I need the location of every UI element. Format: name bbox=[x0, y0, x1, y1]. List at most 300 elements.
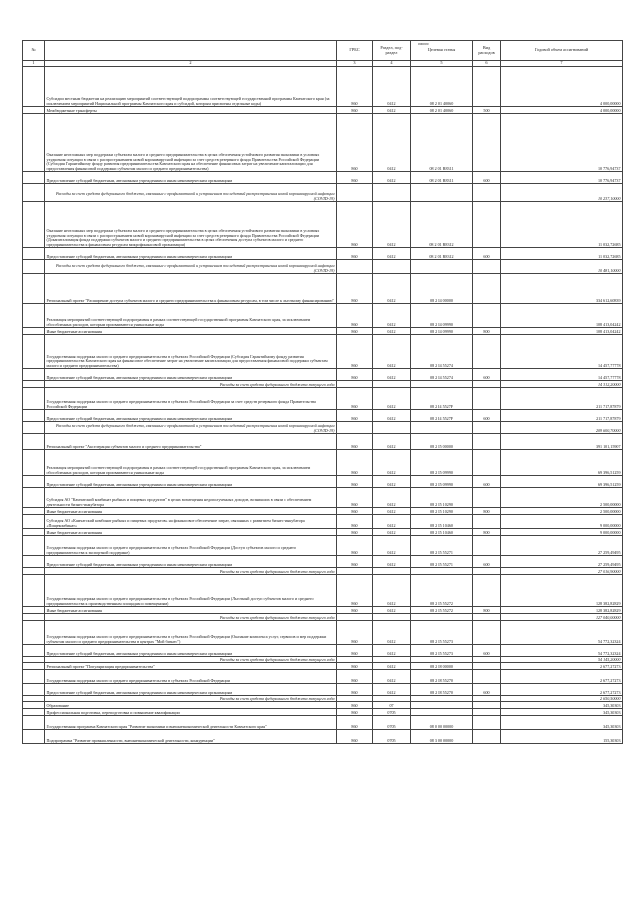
row-vid-cell: 600 bbox=[473, 645, 501, 657]
row-sum-cell: 155,30303 bbox=[501, 730, 623, 744]
table-subtotal-row bbox=[23, 614, 623, 621]
table-row bbox=[23, 328, 623, 335]
row-csr-cell: 08 2 I5 55271 bbox=[411, 536, 473, 556]
row-csr-cell bbox=[411, 184, 473, 202]
row-sum-cell: 345,30303 bbox=[501, 702, 623, 709]
row-razdel-cell: 0412 bbox=[373, 172, 411, 184]
row-num-cell bbox=[23, 716, 45, 730]
row-name-cell: Региональный проект "Расширение доступа субъектов малого и среднего предпринимательства к финансовым ресурсам, в том числе к льготному финансированию" bbox=[45, 274, 337, 304]
row-vid-cell: 600 bbox=[473, 369, 501, 381]
row-sum-cell: 27 016,90000 bbox=[501, 568, 623, 575]
row-name-cell: Иные бюджетные ассигнования bbox=[45, 529, 337, 536]
table-row bbox=[23, 434, 623, 450]
row-name-cell: Иные бюджетные ассигнования bbox=[45, 607, 337, 614]
row-sum-cell: 345,30303 bbox=[501, 716, 623, 730]
row-name-cell: Реализация мероприятий соответствующей подпрограммы в рамках соответствующей государственной программы Камчатского края, за исключением обособленных расходов, которым присваиваются уникальные коды bbox=[45, 304, 337, 328]
row-num-cell bbox=[23, 248, 45, 260]
row-num-cell bbox=[23, 556, 45, 568]
row-name-cell: Предоставление субсидий бюджетным, автономным учреждениям и иным некоммерческим организациям bbox=[45, 369, 337, 381]
row-name-cell: Оказание неотложных мер поддержки субъектам малого и среднего предпринимательства в целях обеспечения устойчивого развития экономики в условиях ухудшения ситуации в связи с распространением новой коронавирусной инфекции за счет средств резервного фонда Правительства Российской Федерации (Субсидия Гарантийному фонду развития предпринимательства Камчатского края на обеспечение финансовых затрат на увеличение капитализации для предоставления финансовой поддержки субъектам малого и среднего предпринимательства) bbox=[45, 114, 337, 172]
row-num-cell bbox=[23, 67, 45, 107]
row-name-cell: Расходы за счет средств федерального бюджета текущего года bbox=[45, 696, 337, 702]
row-num-cell bbox=[23, 260, 45, 274]
budget-table-sheet bbox=[22, 40, 622, 744]
row-vid-cell bbox=[473, 450, 501, 476]
row-name-cell: Субсидии местным бюджетам на реализацию мероприятий соответствующей подпрограммы соответствующей государственной программы Камчатского края (за исключением мероприятий Национальной программы Камчатского края и субсидий, которым присвоены отдельные коды) bbox=[45, 67, 337, 107]
row-num-cell bbox=[23, 508, 45, 515]
row-sum-cell: 4 000,00000 bbox=[501, 107, 623, 114]
col-number-6: 6 bbox=[473, 61, 501, 67]
row-num-cell bbox=[23, 529, 45, 536]
table-subtotal-row bbox=[23, 422, 623, 434]
row-sum-cell: 14 457,77778 bbox=[501, 369, 623, 381]
row-vid-cell: 600 bbox=[473, 476, 501, 488]
row-sum-cell: 27 259,49495 bbox=[501, 536, 623, 556]
table-subtotal-row bbox=[23, 381, 623, 388]
row-csr-cell: 08 2 I8 55270 bbox=[411, 684, 473, 696]
column-group-stamp: 000000 bbox=[418, 42, 429, 46]
row-grbs-cell: 860 bbox=[337, 621, 373, 645]
row-csr-cell bbox=[411, 702, 473, 709]
table-row bbox=[23, 716, 623, 730]
row-name-cell: Региональный проект "Акселерация субъектов малого и среднего предпринимательства" bbox=[45, 434, 337, 450]
row-vid-cell bbox=[473, 434, 501, 450]
row-num-cell bbox=[23, 410, 45, 422]
row-sum-cell: 11 032,72685 bbox=[501, 248, 623, 260]
row-razdel-cell: 0412 bbox=[373, 410, 411, 422]
row-name-cell: Предоставление субсидий бюджетным, автономным учреждениям и иным некоммерческим организациям bbox=[45, 476, 337, 488]
row-grbs-cell: 860 bbox=[337, 670, 373, 684]
row-name-cell: Предоставление субсидий бюджетным, автономным учреждениям и иным некоммерческим организациям bbox=[45, 248, 337, 260]
row-razdel-cell: 0705 bbox=[373, 730, 411, 744]
row-name-cell: Государственная поддержка малого и среднего предпринимательства в субъектах Российской Федерации (Доступ субъектов малого и среднего предпринимательства к экспортной поддержке) bbox=[45, 536, 337, 556]
header-grbs: ГРБС bbox=[337, 41, 373, 61]
row-csr-cell bbox=[411, 709, 473, 716]
row-vid-cell: 500 bbox=[473, 107, 501, 114]
row-csr-cell: 08 2 I5 10290 bbox=[411, 488, 473, 508]
table-row bbox=[23, 709, 623, 716]
col-number-3: 3 bbox=[337, 61, 373, 67]
row-name-cell: Расходы за счет средств федерального бюджета, связанные с профилактикой и устранением последствий распространения новой коронавирусной инфекции (COVID-19) bbox=[45, 422, 337, 434]
row-vid-cell bbox=[473, 614, 501, 621]
row-vid-cell: 600 bbox=[473, 248, 501, 260]
row-csr-cell: 08 2 I5 55273 bbox=[411, 621, 473, 645]
row-vid-cell bbox=[473, 621, 501, 645]
row-name-cell: Государственная поддержка малого и среднего предпринимательства в субъектах Российской Федерации за счет средств резервного фонда Правительства Российской Федерации bbox=[45, 388, 337, 410]
table-row bbox=[23, 529, 623, 536]
table-row bbox=[23, 274, 623, 304]
row-csr-cell: 08 2 I5 55273 bbox=[411, 645, 473, 657]
row-num-cell bbox=[23, 621, 45, 645]
row-razdel-cell: 0412 bbox=[373, 450, 411, 476]
table-subtotal-row bbox=[23, 260, 623, 274]
row-vid-cell bbox=[473, 730, 501, 744]
row-grbs-cell: 860 bbox=[337, 645, 373, 657]
table-row bbox=[23, 575, 623, 607]
row-csr-cell: 08 2 01 R8312 bbox=[411, 202, 473, 248]
row-num-cell bbox=[23, 515, 45, 529]
row-csr-cell bbox=[411, 422, 473, 434]
row-sum-cell: 10 481,10000 bbox=[501, 260, 623, 274]
row-grbs-cell: 860 bbox=[337, 730, 373, 744]
row-razdel-cell: 0412 bbox=[373, 607, 411, 614]
row-sum-cell: 2 677,27273 bbox=[501, 670, 623, 684]
row-sum-cell: 211 717,87879 bbox=[501, 410, 623, 422]
row-sum-cell: 54 772,32324 bbox=[501, 621, 623, 645]
row-sum-cell: 2 677,27273 bbox=[501, 684, 623, 696]
row-num-cell bbox=[23, 702, 45, 709]
row-sum-cell: 391 101,15907 bbox=[501, 434, 623, 450]
row-name-cell: Профессиональная подготовка, переподготовка и повышение квалификации bbox=[45, 709, 337, 716]
row-name-cell: Государственная поддержка малого и среднего предпринимательства в субъектах Российской Федерации (Льготный доступ субъектов малого и среднего предпринимательства к производственным площадям и помещениям) bbox=[45, 575, 337, 607]
row-sum-cell: 108 413,04242 bbox=[501, 304, 623, 328]
row-grbs-cell: 860 bbox=[337, 202, 373, 248]
row-grbs-cell: 860 bbox=[337, 488, 373, 508]
row-razdel-cell: 0412 bbox=[373, 663, 411, 670]
col-number-2: 2 bbox=[45, 61, 337, 67]
header-sum: Годовой объем ассигнований bbox=[501, 41, 623, 61]
row-grbs-cell bbox=[337, 614, 373, 621]
row-razdel-cell bbox=[373, 184, 411, 202]
budget-table bbox=[22, 40, 623, 744]
row-csr-cell: 08 2 I5 10460 bbox=[411, 515, 473, 529]
row-grbs-cell bbox=[337, 260, 373, 274]
row-grbs-cell: 860 bbox=[337, 410, 373, 422]
row-sum-cell: 11 032,72685 bbox=[501, 202, 623, 248]
row-vid-cell bbox=[473, 702, 501, 709]
row-num-cell bbox=[23, 274, 45, 304]
header-razdel: Раздел, под-раздел bbox=[373, 41, 411, 61]
row-grbs-cell: 860 bbox=[337, 328, 373, 335]
row-grbs-cell: 860 bbox=[337, 515, 373, 529]
row-sum-cell: 334 612,60839 bbox=[501, 274, 623, 304]
row-num-cell bbox=[23, 488, 45, 508]
row-vid-cell: 800 bbox=[473, 328, 501, 335]
row-num-cell bbox=[23, 184, 45, 202]
row-name-cell: Реализация мероприятий соответствующей подпрограммы в рамках соответствующей государственной программы Камчатского края, за исключением обособленных расходов, которым присваиваются уникальные коды bbox=[45, 450, 337, 476]
row-vid-cell bbox=[473, 202, 501, 248]
row-csr-cell: 08 3 00 00000 bbox=[411, 730, 473, 744]
row-num-cell bbox=[23, 607, 45, 614]
row-csr-cell bbox=[411, 381, 473, 388]
table-row bbox=[23, 172, 623, 184]
row-razdel-cell bbox=[373, 260, 411, 274]
row-sum-cell: 10 776,94737 bbox=[501, 114, 623, 172]
row-sum-cell: 27 259,49495 bbox=[501, 556, 623, 568]
row-sum-cell: 128 382,82829 bbox=[501, 607, 623, 614]
col-number-5: 5 bbox=[411, 61, 473, 67]
row-csr-cell bbox=[411, 568, 473, 575]
row-name-cell: Государственная поддержка малого и среднего предпринимательства в субъектах Российской Федерации bbox=[45, 670, 337, 684]
row-num-cell bbox=[23, 730, 45, 744]
row-csr-cell bbox=[411, 260, 473, 274]
row-razdel-cell: 0412 bbox=[373, 529, 411, 536]
row-sum-cell: 127 040,00000 bbox=[501, 614, 623, 621]
header-csr: Целевая статья bbox=[411, 41, 473, 61]
row-name-cell: Субсидия АО «Камчатский комбинат рыбных и пищевых продуктов» на финансовое обеспечение затрат, связанных с развитием бизнес-инкубатора «Пищекомбинат» bbox=[45, 515, 337, 529]
row-name-cell: Оказание неотложных мер поддержки субъектам малого и среднего предпринимательства в целях обеспечения устойчивого развития экономики в условиях ухудшения ситуации в связи с распространением новой коронавирусной инфекции за счет средств резервного фонда Правительства Российской Федерации (Докапитализация фонда поддержки субъектов малого и среднего предпринимательства в целях обеспечения доступа субъектов малого и среднего предпринимательства к финансовым ресурсам микрофинансовой организации) bbox=[45, 202, 337, 248]
row-sum-cell: 2 650,50000 bbox=[501, 696, 623, 702]
row-sum-cell: 14 457,77778 bbox=[501, 335, 623, 369]
row-sum-cell: 14 312,20000 bbox=[501, 381, 623, 388]
table-subtotal-row bbox=[23, 184, 623, 202]
row-vid-cell: 600 bbox=[473, 684, 501, 696]
row-csr-cell: 08 2 01 R8311 bbox=[411, 172, 473, 184]
row-vid-cell bbox=[473, 184, 501, 202]
row-grbs-cell: 860 bbox=[337, 536, 373, 556]
table-row bbox=[23, 621, 623, 645]
row-razdel-cell: 0412 bbox=[373, 508, 411, 515]
row-csr-cell: 08 2 I4 00000 bbox=[411, 274, 473, 304]
row-num-cell bbox=[23, 369, 45, 381]
row-grbs-cell: 860 bbox=[337, 716, 373, 730]
row-razdel-cell: 0412 bbox=[373, 335, 411, 369]
row-num-cell bbox=[23, 575, 45, 607]
row-sum-cell: 10 237,10000 bbox=[501, 184, 623, 202]
row-vid-cell: 800 bbox=[473, 508, 501, 515]
row-razdel-cell bbox=[373, 568, 411, 575]
row-razdel-cell bbox=[373, 422, 411, 434]
row-name-cell: Иные бюджетные ассигнования bbox=[45, 328, 337, 335]
row-sum-cell: 108 413,04242 bbox=[501, 328, 623, 335]
row-num-cell bbox=[23, 434, 45, 450]
table-row bbox=[23, 536, 623, 556]
table-row bbox=[23, 488, 623, 508]
row-name-cell: Предоставление субсидий бюджетным, автономным учреждениям и иным некоммерческим организациям bbox=[45, 410, 337, 422]
row-csr-cell: 08 2 I5 55272 bbox=[411, 607, 473, 614]
row-csr-cell: 08 2 01 R8312 bbox=[411, 248, 473, 260]
row-razdel-cell: 07 bbox=[373, 702, 411, 709]
row-sum-cell: 54 772,32324 bbox=[501, 645, 623, 657]
row-name-cell: Межбюджетные трансферты bbox=[45, 107, 337, 114]
row-name-cell: Образование bbox=[45, 702, 337, 709]
row-csr-cell bbox=[411, 614, 473, 621]
row-razdel-cell: 0412 bbox=[373, 434, 411, 450]
row-vid-cell bbox=[473, 335, 501, 369]
table-row bbox=[23, 388, 623, 410]
row-num-cell bbox=[23, 107, 45, 114]
row-name-cell: Предоставление субсидий бюджетным, автономным учреждениям и иным некоммерческим организациям bbox=[45, 645, 337, 657]
table-row bbox=[23, 304, 623, 328]
row-vid-cell: 800 bbox=[473, 529, 501, 536]
header-name bbox=[45, 41, 337, 61]
row-name-cell: Региональный проект "Популяризация предпринимательства" bbox=[45, 663, 337, 670]
table-row bbox=[23, 450, 623, 476]
row-razdel-cell: 0412 bbox=[373, 488, 411, 508]
row-razdel-cell: 0412 bbox=[373, 670, 411, 684]
row-vid-cell bbox=[473, 716, 501, 730]
row-grbs-cell: 860 bbox=[337, 335, 373, 369]
row-razdel-cell: 0412 bbox=[373, 536, 411, 556]
row-razdel-cell: 0705 bbox=[373, 716, 411, 730]
row-grbs-cell: 860 bbox=[337, 248, 373, 260]
row-name-cell: Предоставление субсидий бюджетным, автономным учреждениям и иным некоммерческим организациям bbox=[45, 684, 337, 696]
row-name-cell: Расходы за счет средств федерального бюджета текущего года bbox=[45, 614, 337, 621]
row-vid-cell bbox=[473, 388, 501, 410]
row-csr-cell: 08 2 I5 00000 bbox=[411, 434, 473, 450]
row-vid-cell bbox=[473, 114, 501, 172]
row-vid-cell bbox=[473, 381, 501, 388]
row-num-cell bbox=[23, 202, 45, 248]
table-row bbox=[23, 663, 623, 670]
row-num-cell bbox=[23, 172, 45, 184]
table-row bbox=[23, 515, 623, 529]
row-vid-cell bbox=[473, 568, 501, 575]
row-csr-cell: 08 2 I4 5527F bbox=[411, 388, 473, 410]
row-name-cell: Предоставление субсидий бюджетным, автономным учреждениям и иным некоммерческим организациям bbox=[45, 172, 337, 184]
row-grbs-cell: 860 bbox=[337, 450, 373, 476]
row-grbs-cell: 860 bbox=[337, 529, 373, 536]
row-grbs-cell: 860 bbox=[337, 434, 373, 450]
row-csr-cell: 08 2 I4 09990 bbox=[411, 328, 473, 335]
row-num-cell bbox=[23, 381, 45, 388]
row-grbs-cell: 860 bbox=[337, 274, 373, 304]
row-csr-cell: 08 2 I5 10460 bbox=[411, 529, 473, 536]
row-razdel-cell: 0412 bbox=[373, 202, 411, 248]
row-vid-cell bbox=[473, 536, 501, 556]
row-csr-cell: 08 2 I4 09990 bbox=[411, 304, 473, 328]
row-grbs-cell: 860 bbox=[337, 369, 373, 381]
row-grbs-cell: 860 bbox=[337, 684, 373, 696]
row-razdel-cell: 0412 bbox=[373, 304, 411, 328]
row-name-cell: Расходы за счет средств федерального бюджета, связанные с профилактикой и устранением последствий распространения новой коронавирусной инфекции (COVID-19) bbox=[45, 260, 337, 274]
row-grbs-cell: 860 bbox=[337, 508, 373, 515]
row-num-cell bbox=[23, 335, 45, 369]
row-csr-cell: 08 2 I8 00000 bbox=[411, 663, 473, 670]
row-vid-cell bbox=[473, 488, 501, 508]
row-num-cell bbox=[23, 536, 45, 556]
row-num-cell bbox=[23, 568, 45, 575]
table-row bbox=[23, 702, 623, 709]
row-num-cell bbox=[23, 663, 45, 670]
row-csr-cell: 08 2 01 R8311 bbox=[411, 114, 473, 172]
row-razdel-cell: 0412 bbox=[373, 621, 411, 645]
row-vid-cell bbox=[473, 670, 501, 684]
row-vid-cell bbox=[473, 260, 501, 274]
row-name-cell: Государственная программа Камчатского края "Развитие экономики и внешнеэкономической деятельности Камчатского края" bbox=[45, 716, 337, 730]
row-razdel-cell: 0412 bbox=[373, 476, 411, 488]
row-grbs-cell: 860 bbox=[337, 107, 373, 114]
row-name-cell: Предоставление субсидий бюджетным, автономным учреждениям и иным некоммерческим организациям bbox=[45, 556, 337, 568]
table-row bbox=[23, 248, 623, 260]
row-sum-cell: 2 500,00000 bbox=[501, 488, 623, 508]
table-row bbox=[23, 645, 623, 657]
col-number-7: 7 bbox=[501, 61, 623, 67]
row-vid-cell bbox=[473, 304, 501, 328]
table-row bbox=[23, 335, 623, 369]
row-num-cell bbox=[23, 422, 45, 434]
table-row bbox=[23, 730, 623, 744]
row-sum-cell: 4 000,00000 bbox=[501, 67, 623, 107]
table-row bbox=[23, 476, 623, 488]
table-row bbox=[23, 369, 623, 381]
row-grbs-cell: 860 bbox=[337, 607, 373, 614]
row-num-cell bbox=[23, 670, 45, 684]
row-csr-cell: 08 2 I4 5527F bbox=[411, 410, 473, 422]
header-vid: Вид расходов bbox=[473, 41, 501, 61]
table-row bbox=[23, 410, 623, 422]
row-grbs-cell: 860 bbox=[337, 476, 373, 488]
row-vid-cell bbox=[473, 515, 501, 529]
row-sum-cell: 209 600,70000 bbox=[501, 422, 623, 434]
row-csr-cell: 08 2 I5 09990 bbox=[411, 450, 473, 476]
row-grbs-cell bbox=[337, 568, 373, 575]
row-razdel-cell: 0412 bbox=[373, 575, 411, 607]
row-razdel-cell: 0412 bbox=[373, 515, 411, 529]
col-number-1: 1 bbox=[23, 61, 45, 67]
row-razdel-cell: 0412 bbox=[373, 645, 411, 657]
row-sum-cell: 345,30303 bbox=[501, 709, 623, 716]
row-name-cell: Расходы за счет средств федерального бюджета текущего года bbox=[45, 568, 337, 575]
row-num-cell bbox=[23, 114, 45, 172]
row-csr-cell: 08 2 I5 55272 bbox=[411, 575, 473, 607]
row-vid-cell: 800 bbox=[473, 607, 501, 614]
row-sum-cell: 128 382,82829 bbox=[501, 575, 623, 607]
row-csr-cell: 08 2 I8 55270 bbox=[411, 670, 473, 684]
row-num-cell bbox=[23, 388, 45, 410]
row-sum-cell: 69 396,51259 bbox=[501, 476, 623, 488]
row-razdel-cell: 0412 bbox=[373, 274, 411, 304]
row-vid-cell: 600 bbox=[473, 556, 501, 568]
row-name-cell: Иные бюджетные ассигнования bbox=[45, 508, 337, 515]
row-grbs-cell bbox=[337, 381, 373, 388]
table-row bbox=[23, 670, 623, 684]
row-grbs-cell: 860 bbox=[337, 663, 373, 670]
table-row bbox=[23, 202, 623, 248]
table-subtotal-row bbox=[23, 568, 623, 575]
row-vid-cell bbox=[473, 274, 501, 304]
row-razdel-cell: 0412 bbox=[373, 388, 411, 410]
table-row bbox=[23, 508, 623, 515]
row-grbs-cell bbox=[337, 184, 373, 202]
row-sum-cell: 211 717,87879 bbox=[501, 388, 623, 410]
row-grbs-cell: 860 bbox=[337, 709, 373, 716]
header-num: № bbox=[23, 41, 45, 61]
row-csr-cell: 08 2 01 40060 bbox=[411, 107, 473, 114]
row-num-cell bbox=[23, 328, 45, 335]
row-name-cell: Расходы за счет средств федерального бюджета, связанные с профилактикой и устранением последствий распространения новой коронавирусной инфекции (COVID-19) bbox=[45, 184, 337, 202]
row-vid-cell bbox=[473, 709, 501, 716]
row-vid-cell: 600 bbox=[473, 410, 501, 422]
row-razdel-cell: 0412 bbox=[373, 684, 411, 696]
row-grbs-cell: 860 bbox=[337, 304, 373, 328]
row-razdel-cell: 0412 bbox=[373, 114, 411, 172]
row-csr-cell: 08 2 I5 10290 bbox=[411, 508, 473, 515]
table-row bbox=[23, 556, 623, 568]
row-razdel-cell: 0412 bbox=[373, 248, 411, 260]
row-csr-cell: 08 2 I4 55274 bbox=[411, 335, 473, 369]
row-sum-cell: 69 396,51259 bbox=[501, 450, 623, 476]
row-name-cell: Государственная поддержка малого и среднего предпринимательства в субъектах Российской Федерации (Субсидия Гарантийному фонду развития предпринимательства Камчатского края на финансовое обеспечение затрат на увеличение капитализации для предоставления финансовой поддержки субъектам малого и среднего предпринимательства) bbox=[45, 335, 337, 369]
row-vid-cell bbox=[473, 575, 501, 607]
row-csr-cell: 08 2 01 40060 bbox=[411, 67, 473, 107]
row-name-cell: Расходы за счет средств федерального бюджета текущего года bbox=[45, 657, 337, 663]
table-row bbox=[23, 684, 623, 696]
row-razdel-cell bbox=[373, 614, 411, 621]
row-razdel-cell: 0412 bbox=[373, 369, 411, 381]
row-grbs-cell: 860 bbox=[337, 67, 373, 107]
row-sum-cell: 10 776,94737 bbox=[501, 172, 623, 184]
row-grbs-cell: 860 bbox=[337, 702, 373, 709]
row-grbs-cell: 860 bbox=[337, 575, 373, 607]
row-razdel-cell: 0412 bbox=[373, 67, 411, 107]
row-grbs-cell: 860 bbox=[337, 556, 373, 568]
row-vid-cell bbox=[473, 422, 501, 434]
row-sum-cell: 2 500,00000 bbox=[501, 508, 623, 515]
table-row bbox=[23, 107, 623, 114]
row-grbs-cell: 860 bbox=[337, 114, 373, 172]
row-name-cell: Субсидия АО "Камчатский комбинат рыбных и пищевых продуктов" в целях возмещения недополученных доходов, возникших в связи с обеспечением деятельности бизнес-инкубатора bbox=[45, 488, 337, 508]
